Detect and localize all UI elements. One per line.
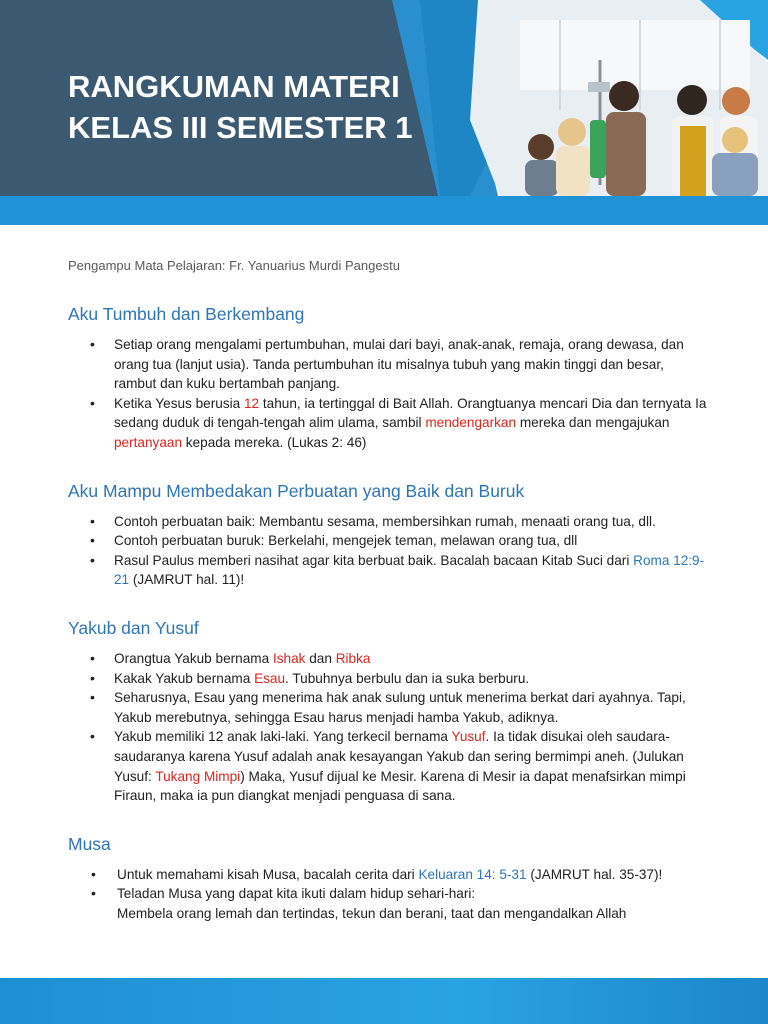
highlight-red: 12: [243, 395, 260, 411]
header-banner: [0, 0, 768, 225]
section-heading: Yakub dan Yusuf: [68, 617, 199, 638]
highlight-red: Ishak: [272, 650, 306, 666]
list-item: • Setiap orang mengalami pertumbuhan, mulai dari bayi, anak-anak, remaja, orang dewasa, dan orang tua (lanjut usia). Tanda pertumbuhan itu misalnya tubuh yang makin tinggi dan besar, rambut dan kuku bertambah panjang.: [114, 335, 708, 394]
document-body: [68, 258, 708, 951]
section-perbuatan-baik-buruk: [68, 481, 708, 590]
bullet-list: [68, 865, 708, 924]
list-item: • Kakak Yakub bernama Esau. Tubuhnya berbulu dan ia suka berburu.: [114, 669, 708, 689]
section-aku-tumbuh: [68, 304, 708, 453]
section-musa: [68, 834, 708, 924]
highlight-red: Tukang Mimpi: [155, 768, 241, 784]
bullet-list: [68, 512, 708, 590]
title-line-2: KELAS III SEMESTER 1: [68, 110, 413, 145]
list-item: • Rasul Paulus memberi nasihat agar kita berbuat baik. Bacalah bacaan Kitab Suci dari Roma 12:9-21 (JAMRUT hal. 11)!: [114, 551, 708, 590]
highlight-red: Esau: [254, 670, 286, 686]
list-item: • Contoh perbuatan baik: Membantu sesama, membersihkan rumah, menaati orang tua, dll.: [114, 512, 708, 532]
section-heading: Aku Mampu Membedakan Perbuatan yang Baik dan Buruk: [68, 480, 525, 501]
bullet-list: [68, 649, 708, 806]
highlight-red: Ribka: [335, 650, 371, 666]
bible-reference-link[interactable]: Keluaran 14: 5-31: [418, 866, 527, 882]
highlight-red: mendengarkan: [425, 415, 517, 431]
list-item: • Ketika Yesus berusia 12 tahun, ia tertinggal di Bait Allah. Orangtuanya mencari Dia dan ternyata Ia sedang duduk di tengah-tengah alim ulama, sambil mendengarkan mereka dan mengajukan pertanyaan kepada mereka. (Lukas 2: 46): [114, 394, 708, 453]
list-item: • Yakub memiliki 12 anak laki-laki. Yang terkecil bernama Yusuf. Ia tidak disukai oleh saudara-saudaranya karena Yusuf adalah anak kesayangan Yakub dan sering bermimpi aneh. (Julukan Yusuf: Tukang Mimpi) Maka, Yusuf dijual ke Mesir. Karena di Mesir ia dapat menafsirkan mimpi Firaun, maka ia pun diangkat menjadi penguasa di sana.: [114, 727, 708, 805]
list-item: • Contoh perbuatan buruk: Berkelahi, mengejek teman, melawan orang tua, dll: [114, 531, 708, 551]
highlight-red: pertanyaan: [114, 434, 183, 450]
section-heading: Musa: [68, 833, 111, 854]
footer-band: [0, 978, 768, 1024]
section-heading: Aku Tumbuh dan Berkembang: [68, 304, 305, 324]
teacher-line: Pengampu Mata Pelajaran: Fr. Yanuarius Murdi Pangestu: [68, 258, 400, 273]
list-item: • Seharusnya, Esau yang menerima hak anak sulung untuk menerima berkat dari ayahnya. Tapi, Yakub merebutnya, sehingga Esau harus menjadi hamba Yakub, adiknya.: [114, 688, 708, 727]
science-lab-photo: [470, 0, 768, 196]
list-item: • Orangtua Yakub bernama Ishak dan Ribka: [114, 649, 708, 669]
bible-reference-link[interactable]: Roma 12:9-21: [114, 552, 705, 588]
list-item: • Untuk memahami kisah Musa, bacalah cerita dari Keluaran 14: 5-31 (JAMRUT hal. 35-37)!: [117, 865, 708, 885]
bullet-list: [68, 335, 708, 453]
document-title: [68, 66, 413, 148]
section-yakub-yusuf: [68, 618, 708, 806]
highlight-red: Yusuf: [451, 729, 486, 745]
list-item: • Teladan Musa yang dapat kita ikuti dalam hidup sehari-hari: Membela orang lemah dan tertindas, tekun dan berani, taat dan mengandalkan Allah: [117, 884, 708, 923]
title-line-1: RANGKUMAN MATERI: [68, 69, 400, 104]
